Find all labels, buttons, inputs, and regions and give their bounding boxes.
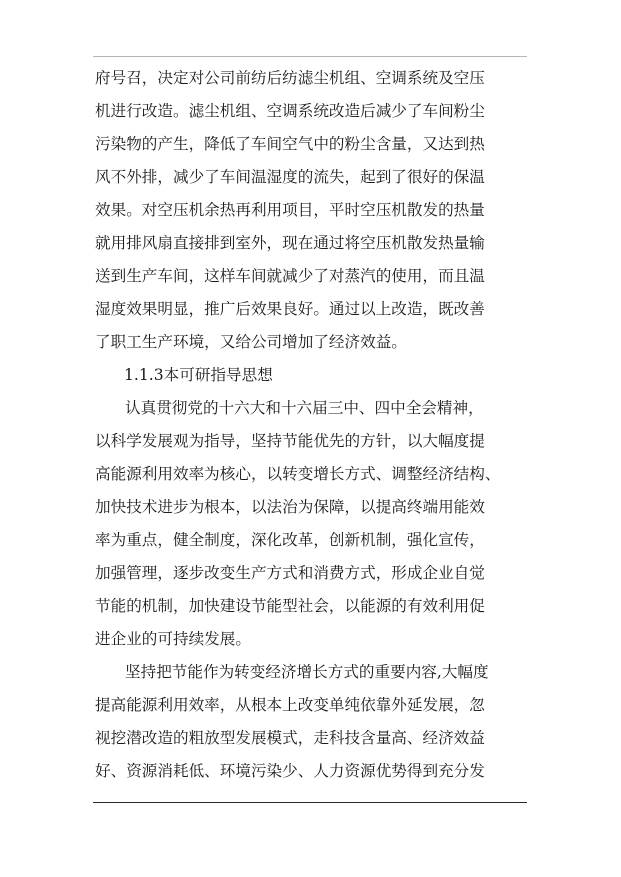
body-line: 污染物的产生，降低了车间空气中的粉尘含量，又达到热: [95, 135, 485, 153]
section-heading: 1.1.3本可研指导思想: [124, 366, 273, 384]
body-line: 送到生产车间，这样车间就减少了对蒸汽的使用，而且温: [95, 267, 485, 285]
body-line: 了职工生产环境，又给公司增加了经济效益。: [95, 333, 407, 351]
paragraph-first-line: 认真贯彻党的十六大和十六届三中、四中全会精神，: [125, 399, 484, 417]
body-line: 机进行改造。滤尘机组、空调系统改造后减少了车间粉尘: [95, 102, 485, 120]
footer-rule: [93, 802, 527, 803]
body-line: 节能的机制，加快建设节能型社会，以能源的有效利用促: [95, 597, 485, 615]
body-line: 视挖潜改造的粗放型发展模式，走科技含量高、经济效益: [95, 729, 485, 747]
body-line: 府号召，决定对公司前纺后纺滤尘机组、空调系统及空压: [95, 69, 485, 87]
header-rule: [93, 56, 527, 57]
body-line: 风不外排，减少了车间温湿度的流失，起到了很好的保温: [95, 168, 485, 186]
body-line: 好、资源消耗低、环境污染少、人力资源优势得到充分发: [95, 762, 485, 780]
body-line: 率为重点，健全制度，深化改革，创新机制，强化宣传，: [95, 531, 485, 549]
body-line: 加强管理，逐步改变生产方式和消费方式，形成企业自觉: [95, 564, 485, 582]
body-line: 就用排风扇直接排到室外，现在通过将空压机散发热量输: [95, 234, 485, 252]
body-line: 效果。对空压机余热再利用项目，平时空压机散发的热量: [95, 201, 485, 219]
body-line: 提高能源利用效率，从根本上改变单纯依靠外延发展，忽: [95, 696, 485, 714]
body-line: 以科学发展观为指导，坚持节能优先的方针，以大幅度提: [95, 432, 485, 450]
body-line: 加快技术进步为根本，以法治为保障，以提高终端用能效: [95, 498, 485, 516]
paragraph-first-line: 坚持把节能作为转变经济增长方式的重要内容,大幅度: [125, 663, 489, 681]
body-line: 湿度效果明显，推广后效果良好。通过以上改造，既改善: [95, 300, 485, 318]
body-line: 高能源利用效率为核心，以转变增长方式、调整经济结构、: [95, 465, 501, 483]
body-line: 进企业的可持续发展。: [95, 630, 251, 648]
